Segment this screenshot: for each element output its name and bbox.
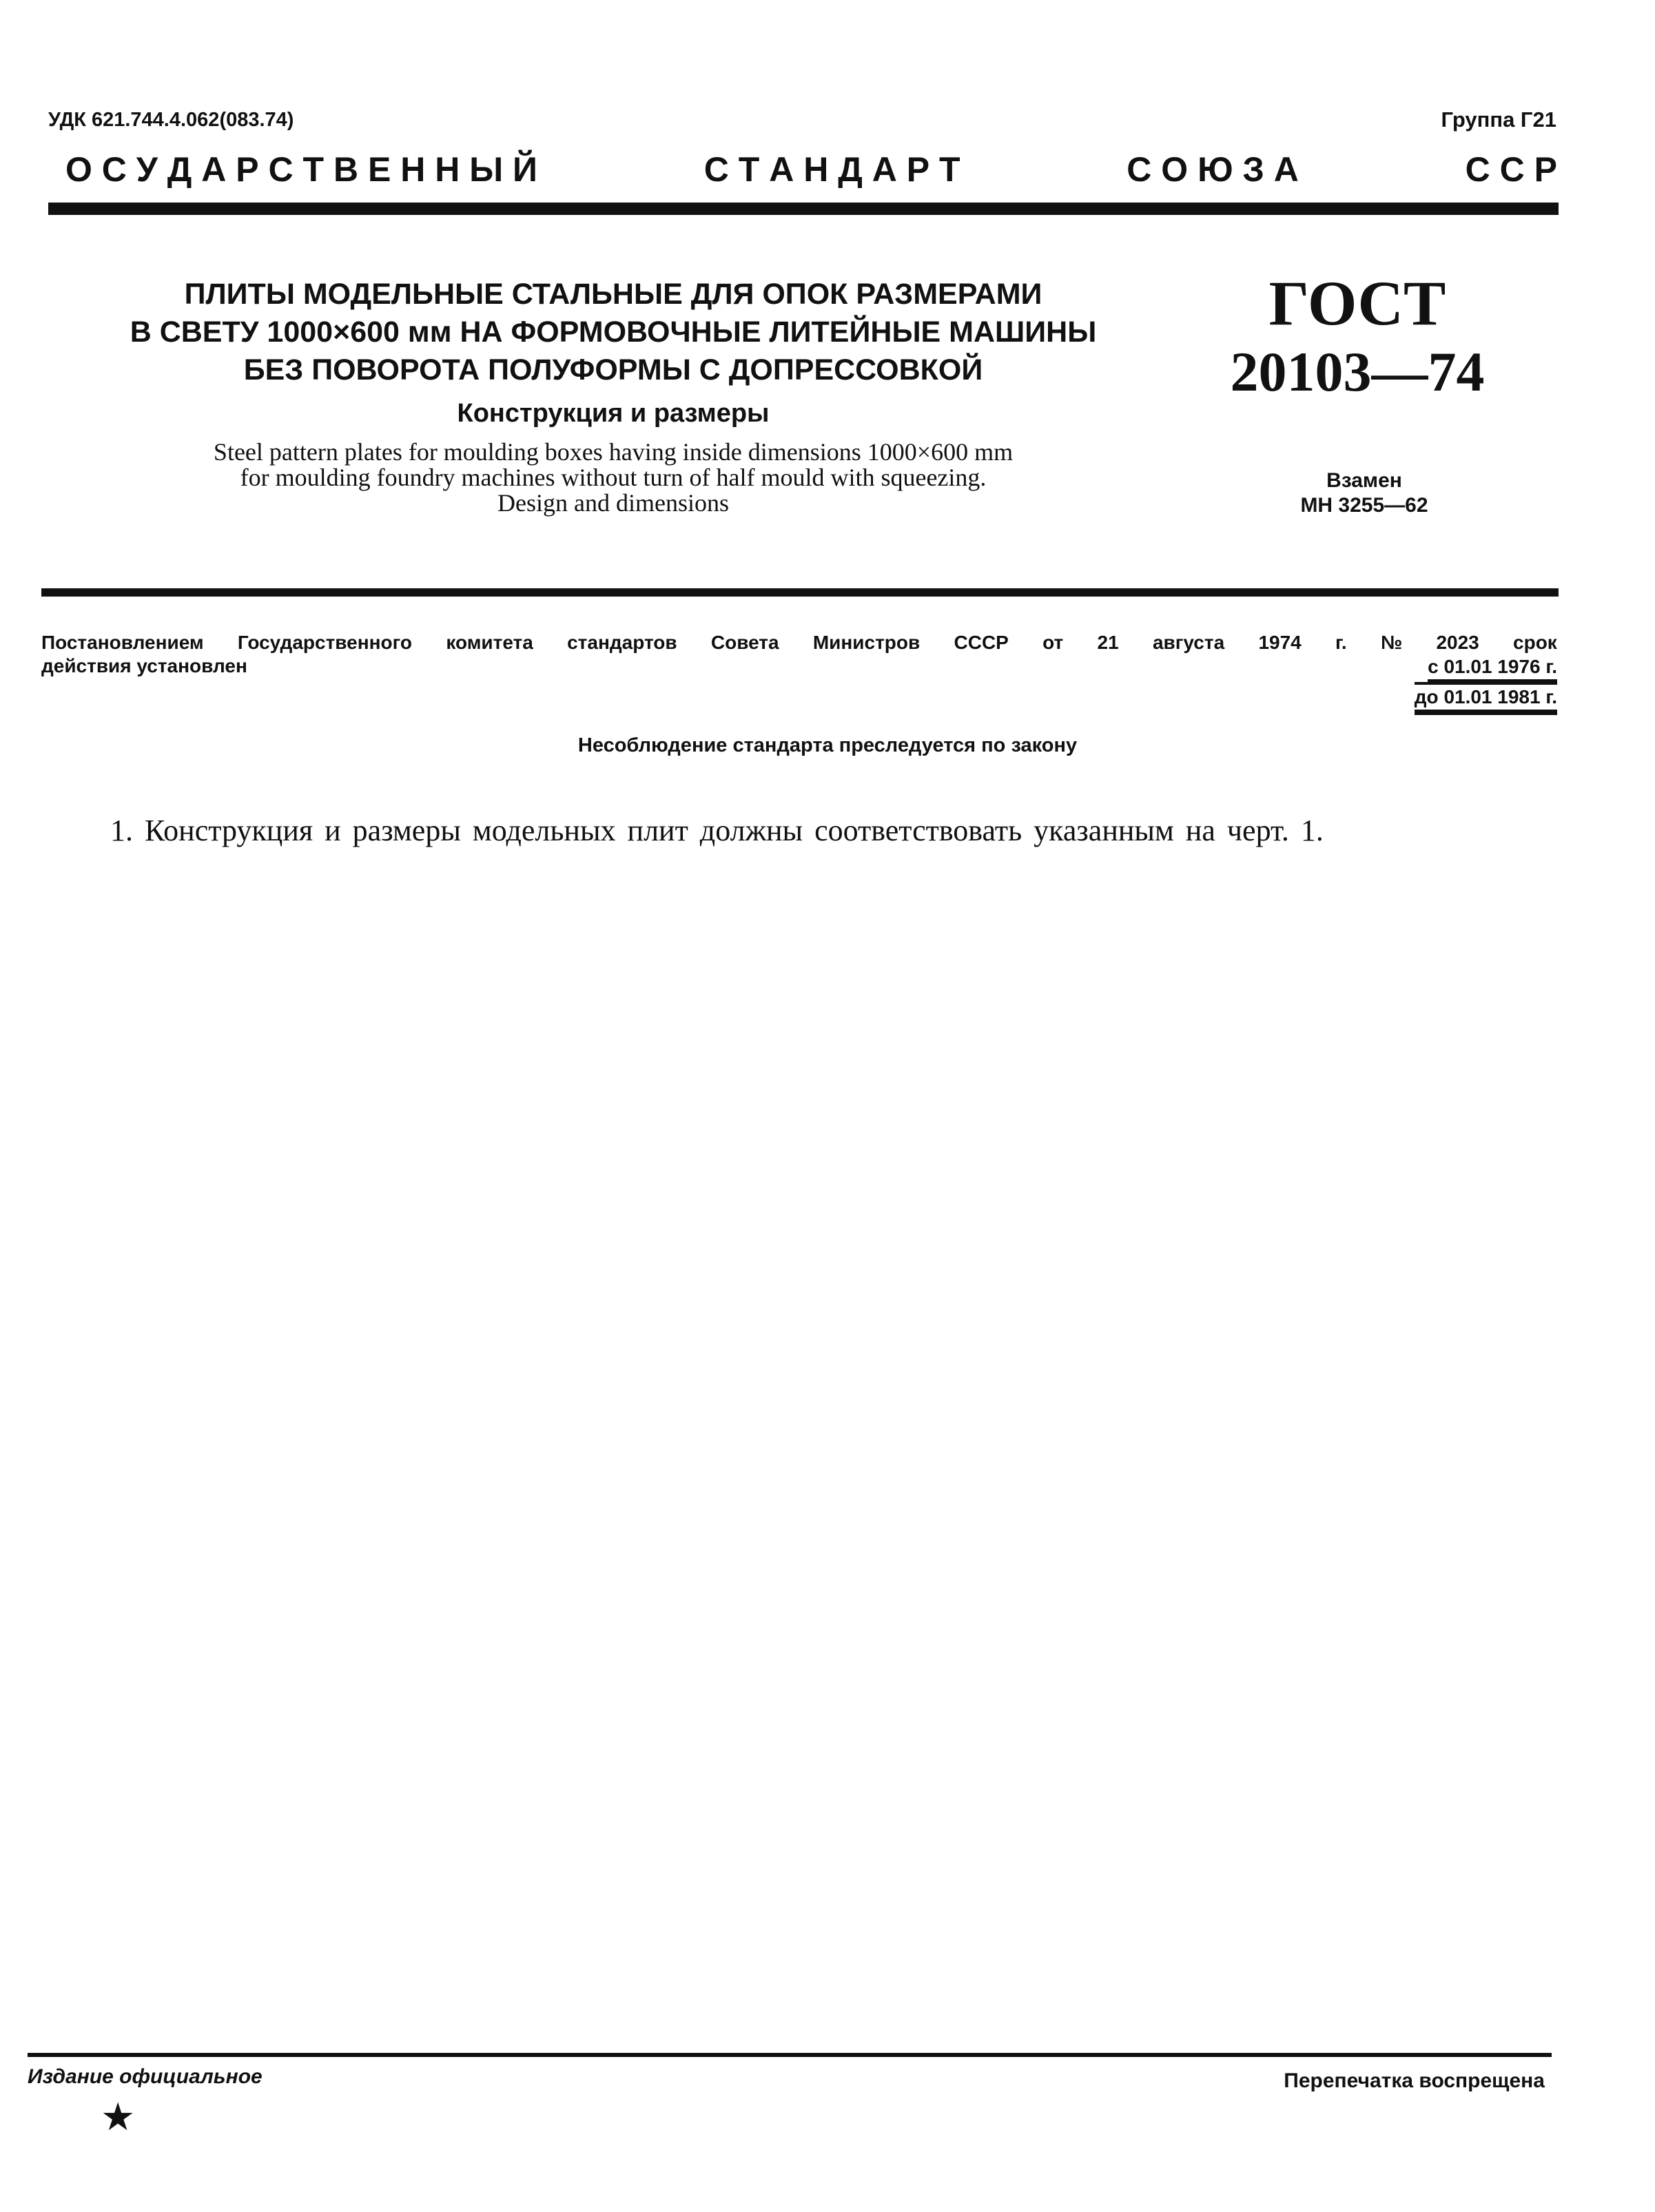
middle-divider <box>41 588 1559 597</box>
official-edition-label: Издание официальное <box>28 2065 263 2088</box>
decree-word: августа <box>1152 632 1225 653</box>
decree-word: Государственного <box>237 632 413 653</box>
heading-word-4: С С Р <box>1465 150 1557 189</box>
bottom-divider <box>28 2053 1552 2057</box>
decree-word: 21 <box>1097 632 1119 653</box>
decree-line-2: действия установлен <box>41 655 247 676</box>
heading-word-1: О С У Д А Р С Т В Е Н Н Ы Й <box>65 150 537 189</box>
decree-text <box>41 631 1557 678</box>
decree-word: комитета <box>446 632 533 653</box>
paragraph-1: 1. Конструкция и размеры модельных плит должны соответствовать указанным на черт. 1. <box>110 814 1324 847</box>
star-icon: ★ <box>101 2095 136 2138</box>
replaces-block <box>1261 468 1468 518</box>
date-to: до 01.01 1981 г. <box>1415 685 1557 712</box>
subtitle-russian: Конструкция и размеры <box>457 399 770 428</box>
decree-word: срок <box>1513 632 1557 653</box>
decree-word: стандартов <box>567 632 677 653</box>
replaces-value: МН 3255—62 <box>1300 494 1428 517</box>
heading-word-3: С О Ю З А <box>1127 150 1299 189</box>
title-english: Steel pattern plates for moulding boxes having inside dimensions 1000×600 mm for moulding foundry machines without turn of half mould with squeezing. Design and dimensions <box>213 438 1014 517</box>
gost-number: 20103—74 <box>1230 340 1485 403</box>
state-standard-heading <box>65 150 1557 189</box>
group-code: Группа Г21 <box>1441 107 1556 132</box>
replaces-label: Взамен <box>1326 469 1402 492</box>
title-russian: ПЛИТЫ МОДЕЛЬНЫЕ СТАЛЬНЫЕ ДЛЯ ОПОК РАЗМЕРАМИ В СВЕТУ 1000×600 мм НА ФОРМОВОЧНЫЕ ЛИТЕЙНЫЕ МАШИНЫ БЕЗ ПОВОРОТА ПОЛУФОРМЫ С ДОПРЕССОВКОЙ <box>130 278 1097 386</box>
validity-dates <box>1415 654 1557 715</box>
decree-word: Министров <box>812 632 921 653</box>
decree-word: от <box>1042 632 1064 653</box>
decree-word: 1974 <box>1258 632 1302 653</box>
decree-word: г. <box>1335 632 1347 653</box>
decree-word: Совета <box>710 632 779 653</box>
date-from: с 01.01 1976 г. <box>1428 654 1557 682</box>
gost-designation <box>1213 269 1502 406</box>
decree-line-1 <box>41 631 1557 654</box>
reprint-prohibited-label: Перепечатка воспрещена <box>1284 2069 1545 2092</box>
decree-word: Постановлением <box>41 632 204 653</box>
title-block <box>83 276 1144 516</box>
udk-code: УДК 621.744.4.062(083.74) <box>48 109 294 131</box>
top-divider <box>48 203 1559 215</box>
decree-word: 2023 <box>1436 632 1479 653</box>
gost-label: ГОСТ <box>1268 268 1446 338</box>
heading-word-2: С Т А Н Д А Р Т <box>703 150 960 189</box>
legal-notice: Несоблюдение стандарта преследуется по закону <box>577 734 1078 756</box>
decree-word: СССР <box>954 632 1009 653</box>
decree-word: № <box>1380 632 1403 653</box>
